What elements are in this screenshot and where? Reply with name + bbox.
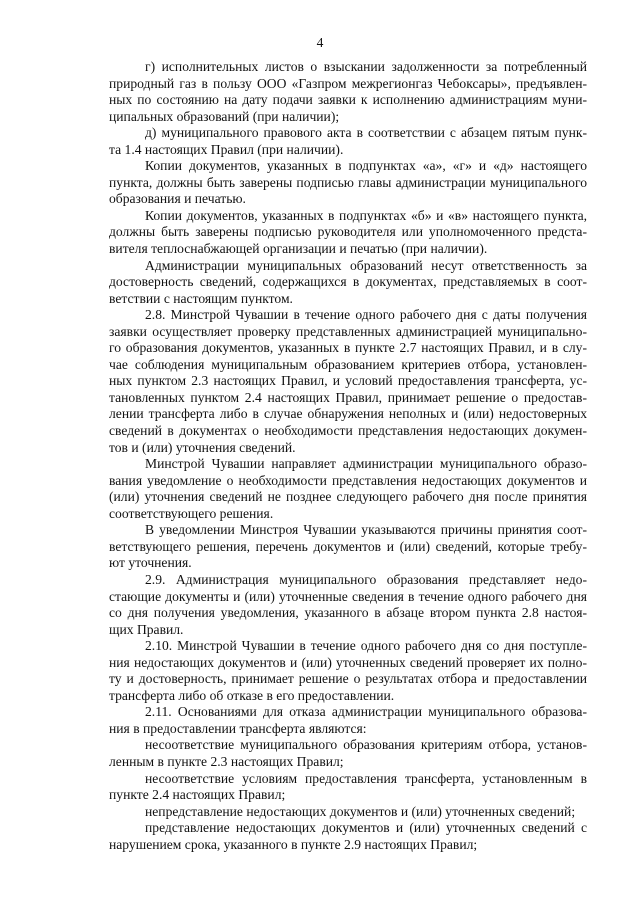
text-line: го образования документов, указанных в пункте 2.7 настоящих Правил, и в слу- xyxy=(109,340,587,356)
paragraph xyxy=(109,208,587,258)
text-line: образования и печатью. xyxy=(109,191,246,207)
text-line: представление недостающих документов и (или) уточненных сведений с xyxy=(145,820,587,836)
paragraph xyxy=(109,638,587,704)
paragraph xyxy=(109,771,587,804)
text-line: несоответствие условиям предоставления трансферта, установленным в xyxy=(145,770,587,786)
paragraph xyxy=(109,258,587,308)
paragraph xyxy=(109,572,587,638)
text-line: 2.8. Минстрой Чувашии в течение одного рабочего дня с даты получения xyxy=(145,307,587,323)
text-line: Минстрой Чувашии направляет администрации муниципального образо- xyxy=(145,456,587,472)
text-line: стающие документы и (или) уточненные сведения в течение одного рабочего дня xyxy=(109,588,587,604)
text-line: трансферта либо об отказе в его предоставлении. xyxy=(109,687,395,703)
text-line: ют уточнения. xyxy=(109,555,192,571)
text-line: сведений в документах о необходимости представления недостающих докумен- xyxy=(109,423,587,439)
text-line: д) муниципального правового акта в соответствии с абзацем пятым пунк- xyxy=(145,125,587,141)
text-line: ных по состоянию на дату подачи заявки к исполнению администрациям муни- xyxy=(109,92,587,108)
paragraph xyxy=(109,804,587,821)
text-line: ветствующего решения, перечень документов и (или) сведений, которые требу- xyxy=(109,538,587,554)
text-line: (или) уточнения сведений не позднее следующего рабочего дня после принятия xyxy=(109,489,587,505)
paragraph xyxy=(109,737,587,770)
paragraph xyxy=(109,456,587,522)
paragraph xyxy=(109,307,587,456)
paragraph xyxy=(109,704,587,737)
text-line: нарушением срока, указанного в пункте 2.9 настоящих Правил; xyxy=(109,836,478,852)
text-line: ния недостающих документов и (или) уточненных сведений проверяет их полно- xyxy=(109,654,587,670)
text-line: ципальных образований (при наличии); xyxy=(109,108,340,124)
text-line: несоответствие муниципального образования критериям отбора, установ- xyxy=(145,737,587,753)
text-line: ту и достоверность, принимает решение о результатах отбора и предоставлении xyxy=(109,671,587,687)
text-line: 2.10. Минстрой Чувашии в течение одного рабочего дня со дня поступле- xyxy=(145,638,587,654)
paragraph xyxy=(109,522,587,572)
text-line: соответствующего решения. xyxy=(109,505,274,521)
page-number: 4 xyxy=(316,35,324,50)
text-line: достоверность сведений, содержащихся в документах, представляемых в соот- xyxy=(109,274,587,290)
text-line: заявки осуществляет проверку представленных администрацией муниципально- xyxy=(109,323,587,339)
document-body xyxy=(109,59,587,853)
text-line: тов и (или) уточнения сведений. xyxy=(109,439,296,455)
text-line: ленным в пункте 2.3 настоящих Правил; xyxy=(109,753,344,769)
text-line: ния в предоставлении трансферта являются: xyxy=(109,720,367,736)
paragraph xyxy=(109,125,587,158)
text-line: Копии документов, указанных в подпунктах «а», «г» и «д» настоящего xyxy=(145,158,587,174)
text-line: щих Правил. xyxy=(109,621,184,637)
text-line: В уведомлении Минстроя Чувашии указываются причины принятия соот- xyxy=(145,522,587,538)
text-line: чае соблюдения муниципальным образованием критериев отбора, установлен- xyxy=(109,356,587,372)
text-line: Администрации муниципальных образований несут ответственность за xyxy=(145,257,587,273)
paragraph xyxy=(109,158,587,208)
text-line: вителя теплоснабжающей организации и печатью (при наличии). xyxy=(109,241,488,257)
text-line: должны быть заверены подписью руководителя или уполномоченного предста- xyxy=(109,224,587,240)
text-line: вания уведомление о необходимости представления недостающих документов и xyxy=(109,472,587,488)
paragraph xyxy=(109,59,587,125)
text-line: пункта, должны быть заверены подписью главы администрации муниципального xyxy=(109,174,587,190)
text-line: лении трансферта либо в случае обнаружения неполных и (или) недостоверных xyxy=(109,406,587,422)
text-line: со дня получения уведомления, указанного в абзаце втором пункта 2.8 настоя- xyxy=(109,605,587,621)
text-line: природный газ в пользу ООО «Газпром межрегионгаз Чебоксары», предъявлен- xyxy=(109,75,587,91)
text-line: Копии документов, указанных в подпунктах «б» и «в» настоящего пункта, xyxy=(145,207,587,223)
text-line: пункте 2.4 настоящих Правил; xyxy=(109,787,286,803)
text-line: тановленных пунктом 2.4 настоящих Правил, принимает решение о предостав- xyxy=(109,389,587,405)
text-line: 2.11. Основаниями для отказа администрации муниципального образова- xyxy=(145,704,587,720)
paragraph xyxy=(109,820,587,853)
text-line: ветствии с настоящим пунктом. xyxy=(109,290,293,306)
text-line: ных пунктом 2.3 настоящих Правил, и условий предоставления трансферта, ус- xyxy=(109,373,587,389)
text-line: непредставление недостающих документов и (или) уточненных сведений; xyxy=(145,803,576,819)
text-line: 2.9. Администрация муниципального образования представляет недо- xyxy=(145,571,587,587)
text-line: та 1.4 настоящих Правил (при наличии). xyxy=(109,141,344,157)
text-line: г) исполнительных листов о взыскании задолженности за потребленный xyxy=(145,59,587,74)
